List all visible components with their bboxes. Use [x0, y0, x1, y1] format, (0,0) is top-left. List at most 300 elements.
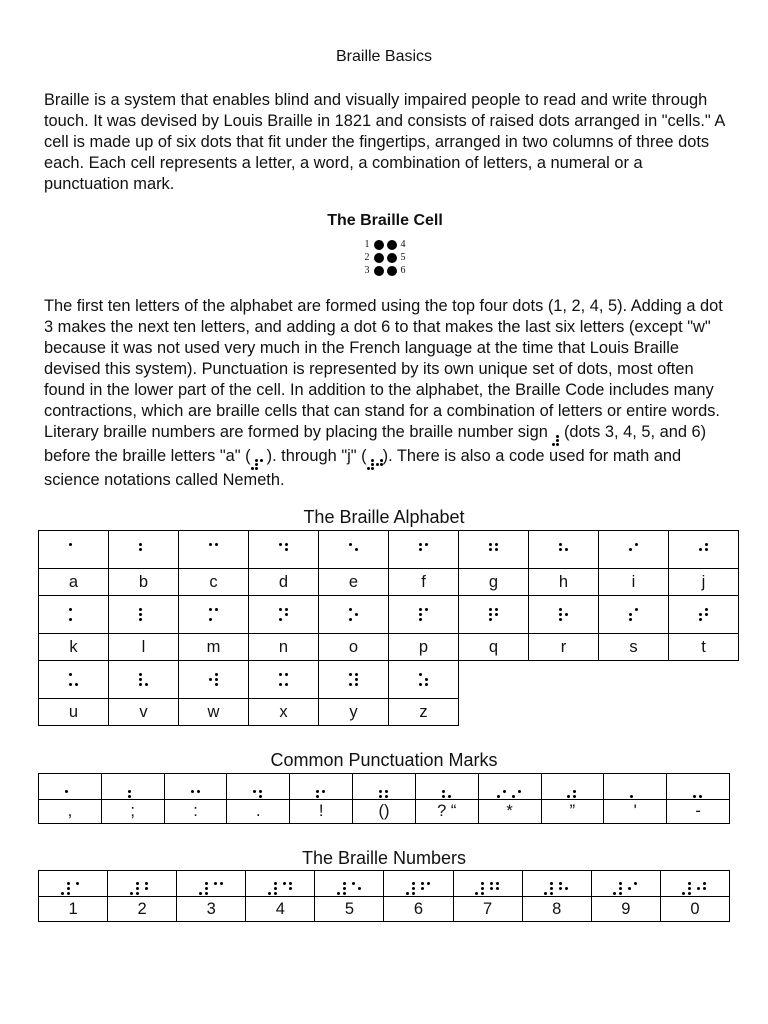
raised-dot [619, 887, 622, 890]
raised-dot [205, 882, 208, 885]
blank-dot [215, 548, 218, 551]
raised-dot [279, 543, 282, 546]
raised-dot [448, 795, 451, 798]
blank-dot [682, 882, 685, 885]
raised-dot [421, 882, 424, 885]
letter-label-g: g [459, 569, 529, 596]
blank-dot [151, 882, 154, 885]
page-title: Braille Basics [335, 48, 433, 65]
letter-label-k: k [39, 634, 109, 661]
blank-dot [358, 882, 361, 885]
braille-cell [559, 608, 569, 622]
braille-group [199, 882, 224, 896]
raised-dot [427, 882, 430, 885]
braille-cell [379, 785, 389, 799]
raised-dot [199, 892, 202, 895]
blank-dot [316, 785, 319, 788]
raised-dot [385, 790, 388, 793]
braille-group [544, 882, 569, 896]
blank-dot [636, 790, 639, 793]
braille-cell [630, 785, 640, 799]
blank-dot [260, 463, 263, 466]
raised-dot [205, 887, 208, 890]
punctuation-braille [667, 774, 730, 800]
raised-dot [136, 892, 139, 895]
blank-dot [285, 553, 288, 556]
braille-group [65, 785, 75, 799]
blank-dot [448, 790, 451, 793]
blank-dot [215, 618, 218, 621]
blank-dot [69, 613, 72, 616]
raised-dot [61, 892, 64, 895]
number-braille [39, 871, 108, 897]
number-braille [453, 871, 522, 897]
blank-dot [544, 887, 547, 890]
braille-number-j [367, 459, 383, 470]
raised-dot [69, 543, 72, 546]
blank-dot [69, 678, 72, 681]
blank-dot [191, 785, 194, 788]
dot-number-label: 1 [364, 239, 370, 250]
raised-dot [128, 790, 131, 793]
raised-dot [197, 790, 200, 793]
raised-dot [67, 892, 70, 895]
letter-label-z: z [389, 699, 459, 726]
braille-cell [253, 785, 263, 799]
braille-group [475, 882, 500, 896]
numbers-title: The Braille Numbers [301, 848, 467, 868]
blank-dot [82, 882, 85, 885]
number-label: 1 [39, 897, 108, 922]
letter-label-e: e [319, 569, 389, 596]
raised-dot [205, 892, 208, 895]
blank-dot [130, 882, 133, 885]
punctuation-label: * [478, 800, 541, 824]
braille-number-a [251, 459, 267, 470]
raised-dot [349, 618, 352, 621]
braille-group [682, 882, 707, 896]
braille-cell-u [39, 661, 109, 699]
braille-group [497, 785, 522, 799]
raised-dot [316, 790, 319, 793]
blank-dot [512, 785, 515, 788]
punctuation-braille [290, 774, 353, 800]
blank-dot [613, 887, 616, 890]
braille-cell [693, 785, 703, 799]
raised-dot [705, 548, 708, 551]
blank-dot [518, 795, 521, 798]
braille-cell-diagram [362, 239, 408, 276]
raised-dot [215, 673, 218, 676]
raised-dot [481, 887, 484, 890]
raised-dot [259, 795, 262, 798]
raised-dot [559, 608, 562, 611]
blank-dot [495, 553, 498, 556]
blank-dot [82, 887, 85, 890]
raised-dot [419, 608, 422, 611]
raised-dot [355, 678, 358, 681]
number-braille [177, 871, 246, 897]
blank-dot [264, 467, 267, 470]
raised-dot [699, 795, 702, 798]
raised-dot [556, 435, 559, 438]
blank-dot [699, 543, 702, 546]
raised-dot [496, 887, 499, 890]
raised-dot [251, 467, 254, 470]
raised-dot [703, 887, 706, 890]
blank-dot [425, 673, 428, 676]
raised-dot [628, 887, 631, 890]
braille-cell [628, 882, 638, 896]
raised-dot [489, 613, 492, 616]
braille-cell [497, 785, 507, 799]
blank-dot [279, 678, 282, 681]
blank-dot [215, 553, 218, 556]
raised-dot [209, 618, 212, 621]
blank-dot [448, 785, 451, 788]
alphabet-title: The Braille Alphabet [303, 507, 465, 527]
raised-dot [495, 613, 498, 616]
braille-cell-y [319, 661, 389, 699]
blank-dot [567, 790, 570, 793]
raised-dot [371, 459, 374, 462]
blank-dot [565, 892, 568, 895]
raised-dot [139, 683, 142, 686]
number-row [39, 897, 730, 922]
blank-dot [71, 790, 74, 793]
braille-cell-e [319, 531, 389, 569]
raised-dot [565, 613, 568, 616]
number-label: 6 [384, 897, 453, 922]
letter-label-c: c [179, 569, 249, 596]
braille-cell [268, 882, 278, 896]
braille-cell-t [669, 596, 739, 634]
raised-dot [629, 613, 632, 616]
braille-cell [406, 882, 416, 896]
letter-label-u: u [39, 699, 109, 726]
blank-dot [628, 882, 631, 885]
blank-dot [421, 892, 424, 895]
blank-dot [251, 459, 254, 462]
raised-dot [406, 892, 409, 895]
blank-dot [503, 795, 506, 798]
cell-dot-5 [387, 253, 397, 263]
blank-dot [636, 795, 639, 798]
punctuation-braille [541, 774, 604, 800]
blank-dot [220, 892, 223, 895]
braille-cell [490, 882, 500, 896]
blank-dot [337, 882, 340, 885]
braille-cell [349, 608, 359, 622]
raised-dot [191, 790, 194, 793]
raised-dot [619, 882, 622, 885]
blank-dot [75, 608, 78, 611]
raised-dot [69, 683, 72, 686]
braille-cell-figure [310, 212, 460, 276]
blank-dot [197, 785, 200, 788]
punctuation-label: ” [541, 800, 604, 824]
braille-row [39, 871, 730, 897]
braille-cell-l [109, 596, 179, 634]
raised-dot [635, 543, 638, 546]
raised-dot [379, 790, 382, 793]
blank-dot [427, 892, 430, 895]
number-braille [384, 871, 453, 897]
raised-dot [619, 892, 622, 895]
cell-dot-1 [374, 240, 384, 250]
blank-dot [61, 887, 64, 890]
raised-dot [556, 439, 559, 442]
blank-dot [425, 613, 428, 616]
raised-dot [559, 887, 562, 890]
braille-cell-v [109, 661, 179, 699]
blank-dot [134, 790, 137, 793]
blank-dot [145, 678, 148, 681]
braille-group [316, 785, 326, 799]
blank-dot [349, 613, 352, 616]
number-label: 9 [591, 897, 660, 922]
blank-dot [544, 882, 547, 885]
braille-group [379, 785, 389, 799]
blank-dot [699, 790, 702, 793]
raised-dot [285, 608, 288, 611]
raised-dot [215, 683, 218, 686]
raised-dot [285, 613, 288, 616]
braille-row [39, 774, 730, 800]
blank-dot [349, 553, 352, 556]
letter-row [39, 699, 739, 726]
blank-dot [279, 613, 282, 616]
letter-label-f: f [389, 569, 459, 596]
braille-cell-c [179, 531, 249, 569]
raised-dot [688, 882, 691, 885]
braille-group [613, 882, 638, 896]
blank-dot [630, 790, 633, 793]
blank-dot [251, 463, 254, 466]
raised-dot [495, 548, 498, 551]
raised-dot [367, 467, 370, 470]
raised-dot [490, 882, 493, 885]
blank-dot [145, 618, 148, 621]
raised-dot [209, 543, 212, 546]
raised-dot [274, 887, 277, 890]
raised-dot [635, 608, 638, 611]
raised-dot [425, 543, 428, 546]
braille-cell-z [389, 661, 459, 699]
blank-dot [268, 882, 271, 885]
raised-dot [69, 673, 72, 676]
braille-cell-w [179, 661, 249, 699]
braille-cell [69, 608, 79, 622]
braille-cell [559, 882, 569, 896]
blank-dot [283, 887, 286, 890]
blank-dot [634, 887, 637, 890]
blank-dot [214, 887, 217, 890]
braille-group [406, 882, 431, 896]
raised-dot [489, 618, 492, 621]
raised-dot [289, 882, 292, 885]
raised-dot [495, 543, 498, 546]
blank-dot [279, 548, 282, 551]
raised-dot [425, 678, 428, 681]
blank-dot [145, 553, 148, 556]
blank-dot [279, 553, 282, 556]
blank-dot [259, 785, 262, 788]
blank-dot [367, 459, 370, 462]
blank-dot [693, 790, 696, 793]
braille-cell [419, 673, 429, 687]
braille-cell [76, 882, 86, 896]
punctuation-label: : [164, 800, 227, 824]
raised-dot [316, 795, 319, 798]
braille-cell [629, 543, 639, 557]
blank-dot [209, 613, 212, 616]
raised-dot [419, 548, 422, 551]
raised-dot [385, 795, 388, 798]
blank-dot [355, 618, 358, 621]
blank-dot [145, 548, 148, 551]
blank-dot [337, 887, 340, 890]
braille-group [61, 882, 86, 896]
raised-dot [67, 882, 70, 885]
number-label: 8 [522, 897, 591, 922]
raised-dot [371, 463, 374, 466]
raised-dot [559, 548, 562, 551]
letter-label-m: m [179, 634, 249, 661]
braille-numbers-table [38, 870, 730, 922]
raised-dot [425, 608, 428, 611]
raised-dot [550, 892, 553, 895]
blank-dot [75, 678, 78, 681]
raised-dot [285, 673, 288, 676]
blank-dot [145, 613, 148, 616]
braille-cell-h [529, 531, 599, 569]
dot-number-label: 5 [400, 252, 406, 263]
raised-dot [355, 673, 358, 676]
blank-dot [289, 892, 292, 895]
raised-dot [552, 443, 555, 446]
punctuation-braille [415, 774, 478, 800]
blank-dot [209, 683, 212, 686]
letter-label-q: q [459, 634, 529, 661]
raised-dot [139, 673, 142, 676]
raised-dot [442, 790, 445, 793]
raised-dot [215, 678, 218, 681]
raised-dot [145, 887, 148, 890]
braille-cell [352, 882, 362, 896]
blank-dot [425, 553, 428, 556]
blank-dot [322, 795, 325, 798]
raised-dot [259, 790, 262, 793]
raised-dot [559, 618, 562, 621]
raised-dot [550, 882, 553, 885]
blank-dot [75, 543, 78, 546]
raised-dot [496, 882, 499, 885]
raised-dot [274, 892, 277, 895]
raised-dot [693, 795, 696, 798]
raised-dot [412, 892, 415, 895]
blank-dot [565, 553, 568, 556]
raised-dot [343, 882, 346, 885]
raised-dot [69, 618, 72, 621]
blank-dot [705, 553, 708, 556]
blank-dot [220, 887, 223, 890]
braille-cell [209, 608, 219, 622]
blank-dot [475, 887, 478, 890]
blank-dot [76, 892, 79, 895]
raised-dot [139, 608, 142, 611]
letter-label-a: a [39, 569, 109, 596]
raised-dot [255, 463, 258, 466]
blank-dot [376, 467, 379, 470]
cell-dot-4 [387, 240, 397, 250]
blank-dot [134, 785, 137, 788]
raised-dot [343, 892, 346, 895]
raised-dot [337, 892, 340, 895]
punctuation-braille [353, 774, 416, 800]
braille-cell [279, 543, 289, 557]
blank-dot [145, 892, 148, 895]
raised-dot [550, 887, 553, 890]
raised-dot [215, 543, 218, 546]
paragraph-text: The first ten letters of the alphabet are formed using the top four dots (1, 2, 4, 5). Adding a dot 3 makes the next ten letters, and adding a dot 6 to that makes the last six letters (except "w" because it was not used very much in the French language at the time that Louis Braille devised this system). Punctuation is represented by its own unique set of dots, most often found in the lower part of the cell. In addition to the alphabet, the Braille Code includes many contractions, which are braille cells that can stand for a combination of letters or entire words. Literary braille numbers are formed by placing the braille number sign [44, 297, 723, 441]
braille-cell-p [389, 596, 459, 634]
number-label: 5 [315, 897, 384, 922]
braille-cell [209, 543, 219, 557]
raised-dot [253, 790, 256, 793]
braille-cell [442, 785, 452, 799]
braille-cell [567, 785, 577, 799]
blank-dot [214, 892, 217, 895]
punctuation-label: . [227, 800, 290, 824]
braille-cell [419, 608, 429, 622]
blank-dot [355, 608, 358, 611]
braille-cell-k [39, 596, 109, 634]
braille-cell [65, 785, 75, 799]
blank-dot [82, 892, 85, 895]
raised-dot [255, 467, 258, 470]
blank-dot [69, 553, 72, 556]
raised-dot [559, 882, 562, 885]
blank-dot [629, 553, 632, 556]
braille-cell-d [249, 531, 319, 569]
blank-dot [442, 785, 445, 788]
braille-cell [629, 608, 639, 622]
raised-dot [565, 887, 568, 890]
blank-dot [75, 673, 78, 676]
blank-dot [139, 553, 142, 556]
blank-dot [406, 887, 409, 890]
raised-dot [490, 887, 493, 890]
blank-dot [565, 618, 568, 621]
raised-dot [214, 882, 217, 885]
raised-dot [682, 892, 685, 895]
raised-dot [220, 882, 223, 885]
raised-dot [145, 882, 148, 885]
raised-dot [697, 887, 700, 890]
explanation-paragraph [44, 296, 730, 491]
letter-label-b: b [109, 569, 179, 596]
number-label: 2 [108, 897, 177, 922]
blank-dot [376, 459, 379, 462]
blank-dot [635, 553, 638, 556]
blank-dot [705, 618, 708, 621]
raised-dot [634, 882, 637, 885]
braille-group [191, 785, 201, 799]
letter-label-h: h [529, 569, 599, 596]
raised-dot [419, 618, 422, 621]
blank-dot [71, 795, 74, 798]
